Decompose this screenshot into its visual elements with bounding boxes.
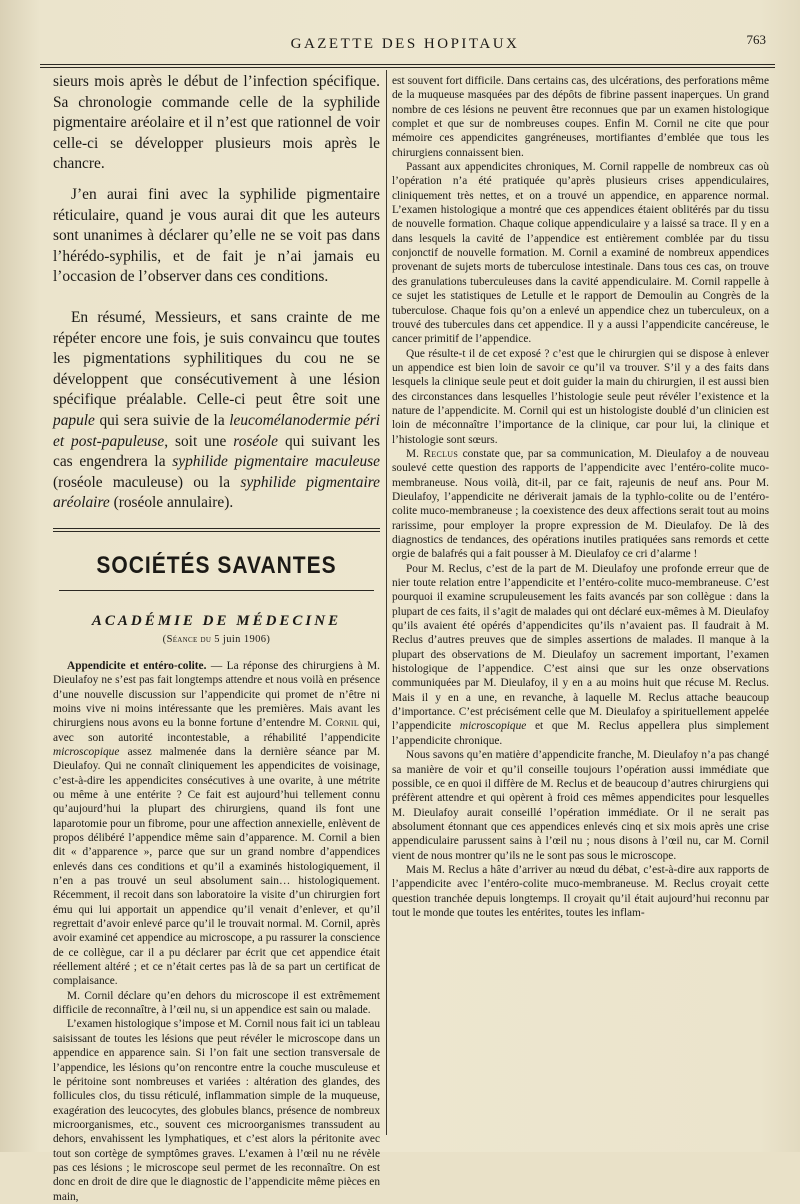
section-title: SOCIÉTÉS SAVANTES — [96, 552, 337, 579]
section-header — [53, 528, 380, 645]
resume-text: (roséole maculeuse) ou la — [53, 473, 241, 491]
section-rule — [53, 528, 380, 532]
article-term: microscopique — [53, 745, 120, 758]
article-text — [53, 659, 380, 1204]
resume-text: En résumé, Messieurs, et sans crainte de me répéter encore une fois, je suis convaincu que toutes les pigmentations syphilitiques du cou ne se développent que consécutivement à une lésion spécifique préalable. Celle-ci peut être soit une — [53, 308, 380, 409]
resume-paragraph — [53, 308, 380, 514]
article-paragraph: M. Cornil déclare qu’en dehors du microscope il est extrêmement difficile de reconnaître, à l’œil nu, si un appendice est sain ou malade. — [53, 989, 380, 1017]
seance-label: Séance du — [166, 633, 212, 645]
section-rule-thin — [59, 590, 374, 591]
article-text-run: — La réponse des chirurgiens à M. Dieulafoy ne s’est pas fait longtemps attendre et nous voilà en présence d’une nouvelle discussion sur l’appendicite qui promet de n’être ni moins vive ni moins intéressante que les premières. Mais avant les chirurgiens nous avons eu la bonne fortune d’entendre M. — [53, 659, 380, 730]
seance-day: 5 juin 1906) — [211, 633, 271, 645]
article-text-run: Pour M. Reclus, c’est de la part de M. Dieulafoy une profonde erreur que de nier toute relation entre l’appendicite et l’entéro-colite muco-membraneuse. C’est pourquoi il examine scrupuleusement les faits avancés par son collègue : dans la plupart de ces faits, il s’agit de malades qui ont déclaré eux-mêmes à M. Dieulafoy qu’ils avaient été opérés d’appendicites qu’ils n’avaient pas. Il faudrait à M. Reclus d’autres preuves que de simples assertions de malades. Il manque à la plupart des observations de M. Dieulafoy un sacrement important, l’examen histologique de l’appendice. C’est ainsi que sur les onze observations communiquées par M. Dieulafoy, il y en a au moins huit que récuse M. Reclus. Mais il y en a une, en revanche, à laquelle M. Reclus attache beaucoup d’importance. C’est précisément celle que M. Dieulafoy a spirituellement appelée l’appendicite — [392, 562, 769, 733]
author-name: Reclus — [423, 447, 459, 460]
article-paragraph: Nous savons qu’en matière d’appendicite franche, M. Dieulafoy n’a pas changé sa manière de voir et qu’il conseille toujours l’opération aussi immédiate que possible, ce en quoi il diffère de M. Reclus et de beaucoup d’autres chirurgiens qui préfèrent attendre et qui opèrent à froid ces mêmes appendicites pour lesquelles M. Dieulafoy aurait conseillé l’opération immédiate. Or il ne serait pas absolument étonnant que ces appendices enlevés cinq et six mois après une crise appendiculaire parussent sains à l’œil nu ; nous disons à l’œil nu, car M. Cornil vient de nous montrer qu’ils ne le sont pas sous le microscope. — [392, 749, 769, 862]
resume-term: leucomélanodermie péri et post-papuleuse — [53, 411, 381, 450]
article-term: microscopique — [459, 720, 527, 733]
article-paragraph: est souvent fort difficile. Dans certains cas, des ulcérations, des perforations même de la muqueuse masquées par des dépôts de fibrine passent inaperçues. Un grand nombre de ces lésions ne peuvent être reconnues que par un examen histologique complet et que sur de nombreuses coupes. Enfin M. Cornil ne cite que pour mémoire ces appendicites gangréneuses, mortifiantes d’emblée que tous les chirurgiens connaissent bien. — [392, 75, 769, 159]
column-divider — [386, 70, 387, 1135]
resume-text: , soit une — [164, 432, 234, 450]
article-text-run: M. — [406, 447, 424, 460]
author-name: Cornil — [325, 717, 360, 730]
article-paragraph — [392, 447, 769, 562]
article-text-run: constate que, par sa communication, M. Dieulafoy a de nouveau soulevé cette question des rapports de l’appendicite avec l’entéro-colite muco-membraneuse. Nous voilà, dit-il, par ce fait, rajeunis de neuf ans. Pour M. Dieulafoy, l’appendicite ne dériverait jamais de la typhlo-colite ou de l’entéro-colite muco-membraneuse ; la coexistence des deux affections serait tout au moins rarissime, pour employer la propre expression de M. Dieulafoy. De là des diagnostics de tendances, des opérations inutiles pratiquées sans remords et cette orgie de balafrés qui a fait pousser à M. Dieulafoy ce cri d’alarme ! — [392, 447, 770, 561]
resume-term: syphilide pigmentaire aréolaire — [53, 473, 380, 512]
article-heading: Appendicite et entéro-colite. — [67, 659, 207, 672]
resume-text: qui sera suivie de la — [94, 411, 230, 429]
intro-paragraph: J’en aurai fini avec la syphilide pigmentaire réticulaire, quand je vous aurai dit que les auteurs sont unanimes à déclarer qu’elle ne se voit pas dans l’hérédo-syphilis, et de fait je n’ai jamais eu l’occasion de l’observer dans ces conditions. — [53, 185, 380, 286]
header-rule-top — [40, 64, 775, 65]
page-number: 763 — [746, 32, 766, 47]
article-paragraph: L’examen histologique s’impose et M. Cornil nous fait ici un tableau saisissant de toutes les lésions que peut révéler le microscope dans un appendice en apparence sain. Si l’on fait une section transversale de l’appendice, les lésions qu’on rencontre entre la couche musculeuse et le péritoine sont nombreuses et variées : altération des glandes, des follicules clos, du tissu réticulé, inflammation simple de la muqueuse, exagération des leucocytes, des globules blancs, présence de nombreux microorganismes, etc., souvent ces microorganismes transsudent au dehors, envahissent les lymphatiques, et c’est alors la péritonite avec tout son cortège de symptômes graves. L’examen à l’œil nu ne révèle pas ces lésions ; le microscope seul permet de les reconnaître. On est donc en droit de dire que le diagnostic de l’appendicite même pièces en main, — [53, 1018, 380, 1203]
intro-paragraph: sieurs mois après le début de l’infection spécifique. Sa chronologie commande celle de la syphilide pigmentaire aréolaire et il n’est que rationnel de voir celle-ci se développer plusieurs mois après le chancre. — [53, 73, 380, 173]
seance-date — [53, 634, 380, 645]
seance-prefix: ( — [162, 633, 167, 645]
intro-text — [53, 72, 380, 514]
article-paragraph — [392, 562, 769, 748]
journal-title: GAZETTE DES HOPITAUX — [290, 36, 520, 52]
article-paragraph: Que résulte-t il de cet exposé ? c’est que le chirurgien qui se dispose à enlever un appendice est bien loin de savoir ce qu’il va trouver. S’il y a des faits dans lesquels la clinique seule peut et doit guider la main du chirurgien, il est aussi bien des circonstances dans lesquelles l’histologie seule peut révéler l’existence et la nature de l’appendicite. M. Cornil qui est un histologiste doublé d’un clinicien est loin de méconnaître l’importance de la clinique, car pour lui, la clinique et l’histologie sont sœurs. — [392, 347, 769, 446]
left-column — [53, 72, 381, 1203]
article-paragraph: Passant aux appendicites chroniques, M. Cornil rappelle de nombreux cas où l’opération n’a été pratiquée qu’après plusieurs crises appendiculaires, cliniquement très nettes, et on a trouvé un appendice, en apparence normal. L’examen histologique a montré que ces appendices étaient oblitérés par du tissu de nouvelle formation. Chaque colique appendiculaire y a laissé sa trace. Il y en a dans lesquels la cavité de l’appendice est entièrement comblée par du tissu conjonctif de nouvelle formation. M. Cornil a examiné de nombreux appendices provenant de sujets morts de tuberculose intestinale. Dans tous ces cas, on trouve des granulations tuberculeuses dans la cavité appendiculaire. M. Cornil rappelle à ce sujet les statistiques de Letulle et le rapport de Demoulin au Congrès de la tuberculose. Chaque fois qu’on a enlevé un appendice chez un tuberculeux, on a trouvé des tubercules dans cet appendice. Il y a aussi l’appendicite cancéreuse, le cancer primitif de l’appendice. — [392, 161, 769, 346]
article-text-run: qui, avec son autorité incontestable, a réhabilité l’appendicite — [53, 717, 380, 744]
running-head — [40, 26, 770, 66]
resume-term: papule — [53, 411, 95, 429]
article-paragraph — [53, 659, 380, 989]
article-text-run: assez malmenée dans la dernière séance par M. Dieulafoy. Qui ne connaît cliniquement les appendicites de voisinage, c’est-à-dire les appendicites consécutives à une ovarite, à une métrite ou même à une entérite ? Ce fait est aujourd’hui tellement connu qu’aujourd’hui la plupart des chirurgiens, quand ils font une laparotomie pour un fibrome, pour une affection annexielle, enlèvent de propos délibéré l’appendice même sain d’apparence. M. Cornil a bien dit « d’apparence », parce que sur un grand nombre d’appendices enlevés dans ces conditions et qu’il a examinés histologiquement, il n’en a pas trouvé un seul absolument sain… histologiquement. Récemment, il recoit dans son laboratoire la visite d’un chirurgien fort ému qui lui apportait un appendice qu’il venait d’enlever, et qu’il regrettait d’avoir enlevé parce qu’il le trouvait normal. M. Cornil, après avoir examiné cet appendice au microscope, a pu rassurer la conscience de ce collègue, car il a pu déclarer par écrit que cet appendice était réellement altéré ; et ce n’était certes pas là de sa part un certificat de complaisance. — [53, 745, 380, 988]
academy-title: ACADÉMIE DE MÉDECINE — [91, 612, 342, 629]
right-column — [392, 72, 769, 1137]
article-text-run: et que M. Reclus appellera plus simplement l’appendicite chronique. — [392, 720, 769, 747]
article-paragraph: Mais M. Reclus a hâte d’arriver au nœud du débat, c’est-à-dire aux rapports de l’appendicite avec l’entéro-colite muco-membraneuse. M. Reclus croyait cette question tranchée depuis longtemps. Il croyait qu’il était aujourd’hui reconnu par tout le monde que toutes les entérites, toutes les inflam- — [392, 863, 769, 919]
resume-term: roséole — [233, 432, 279, 450]
right-text — [392, 74, 769, 920]
resume-term: syphilide pigmentaire maculeuse — [172, 453, 380, 471]
resume-text: (roséole annulaire). — [109, 494, 234, 512]
header-rule-bottom — [40, 67, 775, 68]
resume-text: qui suivant les cas engendrera la — [53, 432, 381, 471]
